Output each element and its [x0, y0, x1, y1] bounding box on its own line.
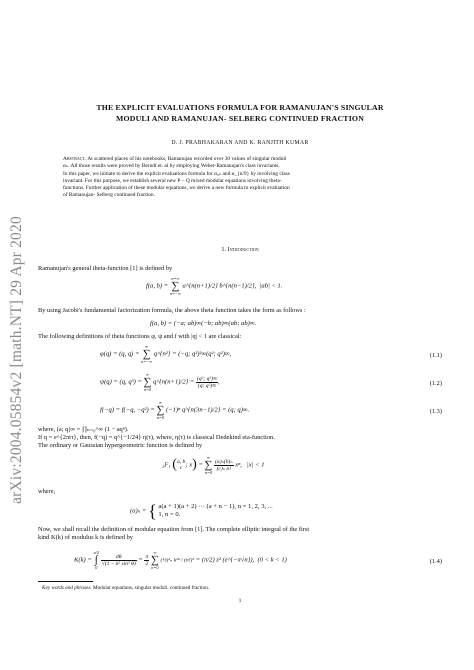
equation-number-1-1: (1.1) — [429, 352, 442, 359]
equation-number-1-4: (1.4) — [429, 558, 442, 565]
equation-number-1-3: (1.3) — [429, 408, 442, 415]
abstract-label: Abstract. — [63, 156, 87, 162]
section-heading: 1. Introduction — [221, 246, 259, 253]
paragraph-theta-intro: Ramanujan's general theta-function [1] is defined by — [38, 265, 173, 272]
paragraph-jacobi: By using Jacobi's fundamental factorization formula, the above theta function takes the form as follows : — [38, 307, 306, 314]
equation-theta-definition: f(a, b) = n=∞ ∑ n=−∞ a^{n(n+1)/2} b^{n(n−1)/2}, |ab| < 1. — [146, 276, 283, 296]
paragraph-where: where, — [38, 488, 56, 495]
abstract — [63, 156, 418, 200]
equation-number-1-2: (1.2) — [429, 380, 442, 387]
equation-1-2: ψ(q) = (q, q³) = ∞ ∑ n=0 q^{n(n+1)/2} = $\frac{\text{(q²; q²)∞}}{\text{(q; q²)∞}}$ , (1.2) — [100, 372, 442, 392]
equation-1-3: f(−q) = f(−q, −q²) = ∞ ∑ n=0 (−1)ⁿ q^{n(3n−1)/2} = (q; q)∞. (1.3) — [100, 400, 442, 420]
arxiv-side-stamp — [4, 80, 30, 640]
title-line-2: MODULI AND RAMANUJAN- SELBERG CONTINUED FRACTION — [115, 113, 365, 123]
abstract-line-2: αₙ. All those results were proved by Berndt et. al by employing Weber-Ramanujan's class invariants. — [63, 163, 280, 170]
abstract-line-6: of Ramanujan- Selberg continued fraction. — [63, 192, 155, 199]
equation-1-4: K(k) = π/2 ∫ 0 $\frac{d\theta}{\text{√(1 − k² sin² θ)}}$ = $\frac{\pi}{2}$ ∞ ∑ n=0 (½)²ₙ k²ⁿ / (n!)² = (π/2) z² (e^{−π√n}), (0 < k < 1) (1.4) — [74, 550, 442, 570]
arxiv-identifier: arXiv:2004.05854v2 [math.NT] 29 Apr 2020 — [8, 216, 26, 504]
footnote-keywords — [42, 585, 209, 591]
paper-title — [38, 103, 442, 124]
abstract-line-3: In this paper, we initiate to derive the explicit evaluations formula for α₉ₙ and α_{n/9} by involving class — [63, 170, 290, 177]
authors: D. J. PRABHAKARAN AND K. RANJITH KUMAR — [171, 140, 309, 146]
paragraph-modular-2: kind K(k) of modulus k is defined by — [38, 534, 133, 541]
abstract-line-5: functions. Further application of these modular equations, we derive a new formula to explicit evaluation — [63, 185, 290, 192]
paragraph-eta: If q = e^{2πiτ}, then, f(−q) = q^{−1/24} η(τ), where, η(τ) is classical Dedekind eta-function. — [38, 434, 275, 441]
abstract-line-4: invariant. For this purpose, we establish several new P − Q mixed modular equations involving theta- — [63, 177, 282, 184]
paragraph-theta-classical: The following definitions of theta functions φ, ψ and f with |q| < 1 are classical: — [38, 333, 242, 340]
paper-page — [38, 0, 442, 670]
page-number: 1 — [238, 598, 242, 604]
paragraph-qpoch: where, (a; q)∞ = ∏ₙ₌₀^∞ (1 − aqⁿ). — [38, 426, 129, 433]
keywords-label: Key words and phrases. — [42, 585, 92, 591]
keywords-text: Modular equations, singular moduli, continued fraction. — [92, 585, 210, 591]
sum-symbol: n=∞ ∑ n=−∞ — [169, 276, 181, 296]
equation-1-1: φ(q) = (q, q) = ∞ ∑ n=−∞ q^{n²} = (−q; q²)²∞(q²; q²)∞, (1.1) — [100, 344, 442, 364]
equation-hypergeometric: ₂F₁ ( a, b c ; x) = ∞ ∑ n=0 $\frac{\text{(a)ₙ(b)ₙ}}{\text{(c)ₙ n!}}$ xⁿ, |x| < 1 — [162, 455, 265, 475]
equation-pochhammer: (a)ₙ = { a(a + 1)(a + 2) ··· (a + n − 1), n = 1, 2, 3, ... 1, n = 0. — [130, 501, 273, 521]
paragraph-modular-1: Now, we shall recall the definition of modular equation from [1]. The complete elliptic integral of the first — [38, 526, 310, 533]
footnote-rule — [38, 581, 93, 582]
paragraph-hypergeometric: The ordinary or Gaussian hypergeometric function is defined by — [38, 442, 203, 449]
equation-jacobi-factorization: f(a, b) = (−a; ab)∞(−b; ab)∞(ab; ab)∞. — [150, 320, 257, 327]
title-line-1: THE EXPLICIT EVALUATIONS FORMULA FOR RAMANUJAN'S SINGULAR — [96, 103, 384, 112]
abstract-line-1: At scattered places of his notebooks, Ramanujan recorded over 30 values of singular moduli — [87, 156, 287, 162]
